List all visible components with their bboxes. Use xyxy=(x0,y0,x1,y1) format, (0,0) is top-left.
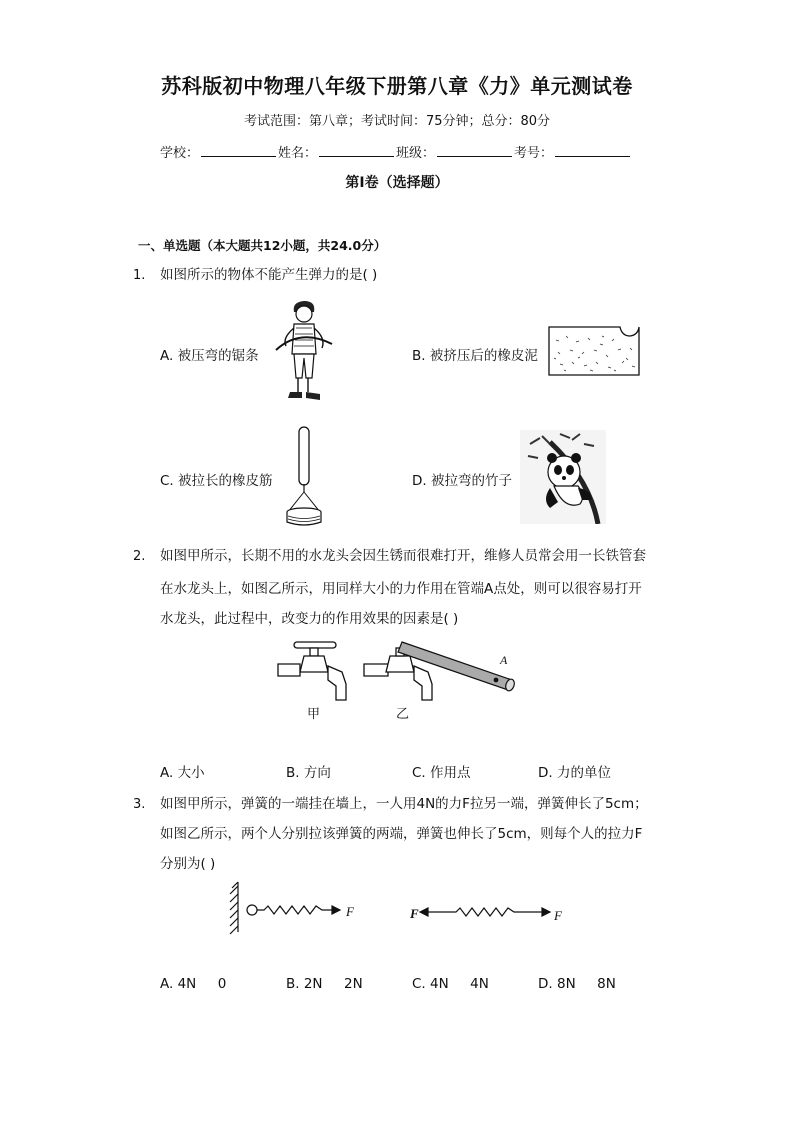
question-2-line-2: 在水龙头上，如图乙所示，用同样大小的力作用在管端A点处，则可以很容易打开 xyxy=(160,581,642,597)
spring-figure xyxy=(224,878,574,936)
question-2-line-3: 水龙头，此过程中，改变力的作用效果的因素是( ) xyxy=(160,611,459,627)
question-2-line-1: 如图甲所示，长期不用的水龙头会因生锈而很难打开，维修人员常会用一长铁管套 xyxy=(160,548,646,564)
part-title: 一、单选题（本大题共12小题，共24.0分） xyxy=(138,238,387,253)
q3-option-d[interactable]: D. 8N 8N xyxy=(538,976,616,992)
field-school-blank[interactable] xyxy=(201,144,276,157)
figure-label-yi: 乙 xyxy=(396,706,410,721)
question-3-line-1: 如图甲所示，弹簧的一端挂在墙上，一人用4N的力F拉另一端，弹簧伸长了5cm； xyxy=(160,796,648,812)
field-name-label: 姓名： xyxy=(278,146,318,161)
field-class-blank[interactable] xyxy=(437,144,512,157)
student-fields xyxy=(160,142,632,161)
q1-option-d[interactable]: D. 被拉弯的竹子 xyxy=(412,473,512,489)
q2-option-b[interactable]: B. 方向 xyxy=(286,765,331,781)
field-class-label: 班级： xyxy=(396,146,436,161)
question-1-text: 如图所示的物体不能产生弹力的是( ) xyxy=(160,267,378,283)
boy-bending-saw-figure xyxy=(272,298,338,404)
q1-option-a[interactable]: A. 被压弯的锯条 xyxy=(160,348,259,364)
question-3-line-2: 如图乙所示，两个人分别拉该弹簧的两端，弹簧也伸长了5cm，则每个人的拉力F xyxy=(160,826,643,842)
question-3-number: 3. xyxy=(133,797,146,812)
q3-option-a[interactable]: A. 4N 0 xyxy=(160,976,227,992)
field-school-label: 学校： xyxy=(160,146,200,161)
q2-option-a[interactable]: A. 大小 xyxy=(160,765,205,781)
faucet-jia xyxy=(278,642,346,700)
question-1-number: 1. xyxy=(133,268,146,283)
exam-info: 考试范围：第八章；考试时间：75分钟；总分：80分 xyxy=(243,114,551,129)
question-3-line-3: 分别为( ) xyxy=(160,856,216,872)
q2-option-c[interactable]: C. 作用点 xyxy=(412,765,471,781)
field-id-label: 考号： xyxy=(514,146,554,161)
stretched-rubber-band-figure xyxy=(282,426,332,526)
pipe-label-a: A xyxy=(500,653,508,667)
spring-yi xyxy=(420,908,550,916)
force-label-jia: F xyxy=(346,904,354,919)
q3-option-c[interactable]: C. 4N 4N xyxy=(412,976,489,992)
pressed-clay-figure xyxy=(548,326,640,376)
field-id-blank[interactable] xyxy=(555,144,630,157)
figure-label-jia: 甲 xyxy=(307,706,321,721)
panda-bamboo-figure xyxy=(520,430,606,524)
question-2-number: 2. xyxy=(133,549,146,564)
q2-option-d[interactable]: D. 力的单位 xyxy=(538,765,611,781)
section-title: 第I卷（选择题） xyxy=(345,175,449,191)
force-label-yi-left: F xyxy=(410,906,419,921)
q1-option-b[interactable]: B. 被挤压后的橡皮泥 xyxy=(412,348,538,364)
spring-jia xyxy=(230,882,340,934)
q3-option-b[interactable]: B. 2N 2N xyxy=(286,976,363,992)
force-label-yi-right: F xyxy=(554,908,562,923)
q1-option-c[interactable]: C. 被拉长的橡皮筋 xyxy=(160,473,273,489)
faucet-figure xyxy=(274,636,524,726)
page-title: 苏科版初中物理八年级下册第八章《力》单元测试卷 xyxy=(161,74,633,98)
field-name-blank[interactable] xyxy=(319,144,394,157)
